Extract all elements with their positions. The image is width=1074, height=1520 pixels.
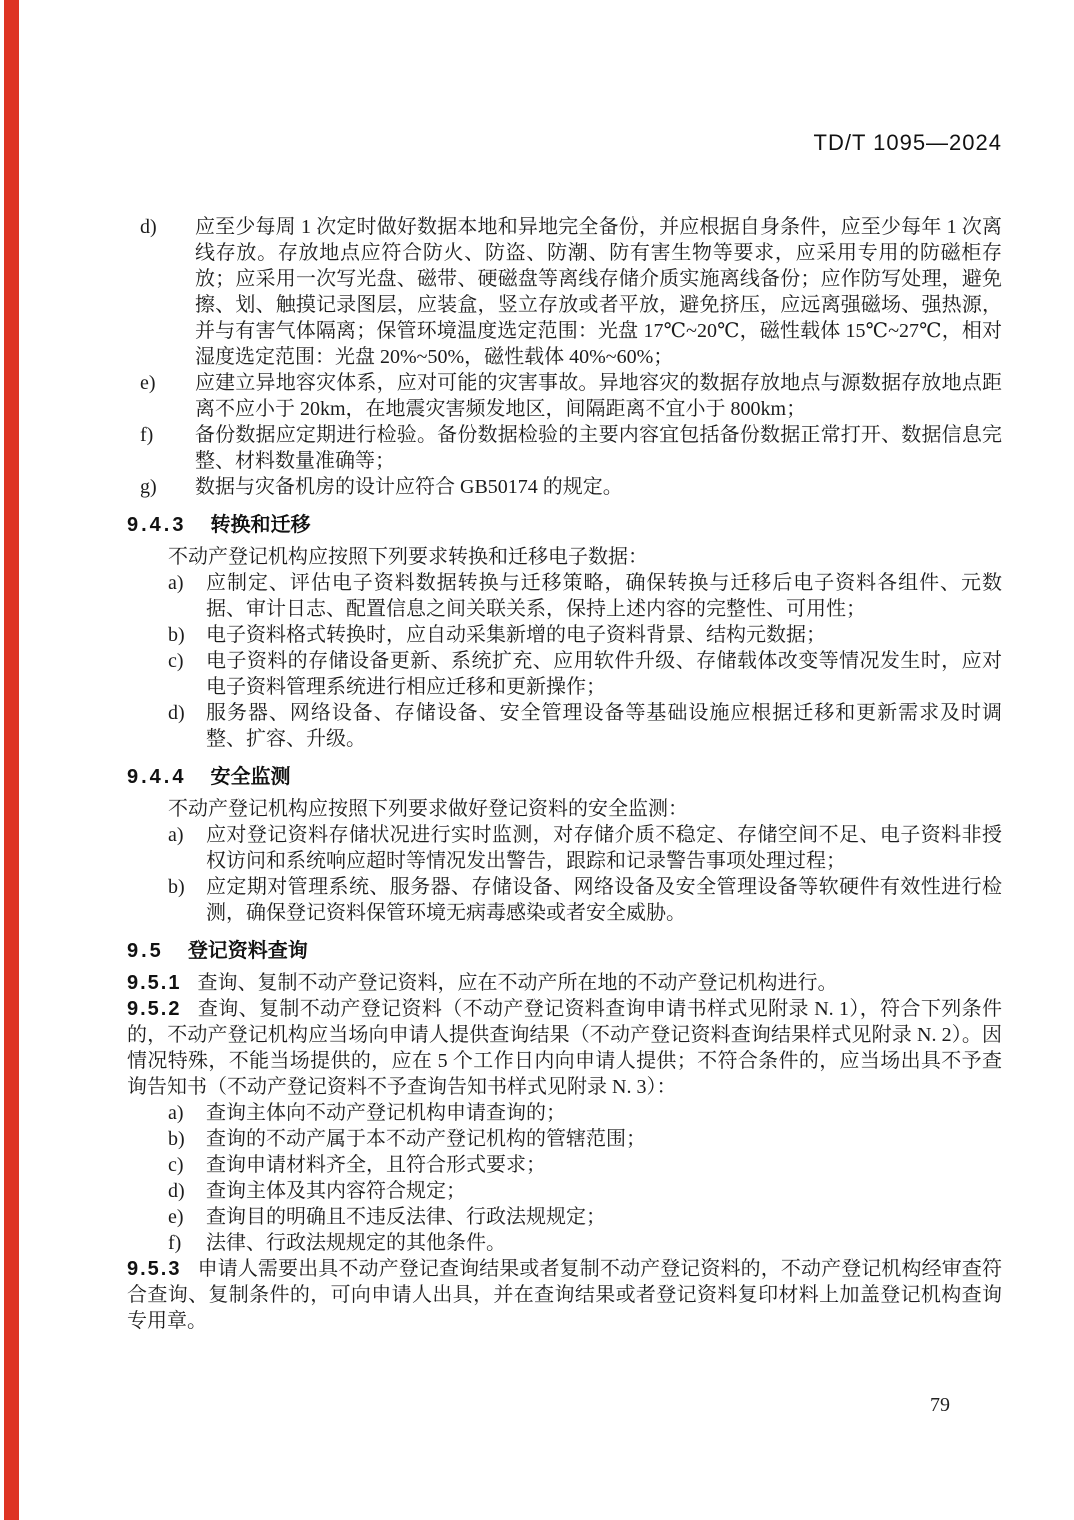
section-heading — [127, 512, 1074, 538]
list-item-text: 应制定、评估电子资料数据转换与迁移策略，确保转换与迁移后电子资料各组件、元数据、审计日志、配置信息之间关联关系，保持上述内容的完整性、可用性； — [206, 572, 1002, 620]
list-item-text: 电子资料格式转换时，应自动采集新增的电子资料背景、结构元数据； — [206, 624, 826, 646]
list-item-letter: f) — [140, 424, 154, 446]
list-item — [140, 370, 1002, 422]
list-item-letter: b) — [168, 1128, 185, 1150]
list-item-letter: d) — [168, 1180, 185, 1202]
list-item-letter: f) — [168, 1232, 182, 1254]
list-item — [168, 822, 1002, 874]
list-item — [168, 874, 1002, 926]
clause-text: 查询、复制不动产登记资料（不动产登记资料查询申请书样式见附录 N. 1），符合下列条件的，不动产登记机构应当场向申请人提供查询结果（不动产登记资料查询结果样式见附录 N. 2）。因情况特殊，不能当场提供的，应在 5 个工作日内向申请人提供；不符合条件的，应当场出具不予查询告知书（不动产登记资料不予查询告知书样式见附录 N. 3）： — [127, 998, 1002, 1098]
list-item — [168, 1100, 1002, 1126]
document-body — [0, 214, 1074, 1334]
numbered-clause — [127, 996, 1002, 1100]
clause-number: 9.5.2 — [127, 998, 182, 1020]
list-item — [168, 1204, 1002, 1230]
list-item-letter: b) — [168, 624, 185, 646]
numbered-clause — [127, 970, 1002, 996]
list-item-letter: a) — [168, 1102, 184, 1124]
list-item — [168, 1178, 1002, 1204]
section-heading — [127, 938, 1074, 964]
list-item-letter: d) — [168, 702, 185, 724]
numbered-clause — [127, 1256, 1002, 1334]
document-code-header: TD/T 1095—2024 — [813, 130, 1002, 155]
list-item — [168, 1126, 1002, 1152]
list-item-letter: a) — [168, 824, 184, 846]
list-item — [168, 622, 1002, 648]
section-heading — [127, 764, 1074, 790]
section-number: 9.5 — [127, 940, 164, 962]
section-number: 9.4.4 — [127, 766, 187, 788]
list-item-text: 应至少每周 1 次定时做好数据本地和异地完全备份，并应根据自身条件，应至少每年 1 次离线存放。存放地点应符合防火、防盗、防潮、防有害生物等要求，应采用专用的防磁柜存放；应采用一次写光盘、磁带、硬磁盘等离线存储介质实施离线备份；应作防写处理，避免擦、划、触摸记录图层，应装盒，竖立存放或者平放，避免挤压，应远离强磁场、强热源，并与有害气体隔离；保管环境温度选定范围：光盘 17℃~20℃，磁性载体 15℃~27℃，相对湿度选定范围：光盘 20%~50%，磁性载体 40%~60%； — [195, 216, 1002, 368]
list-item-text: 应定期对管理系统、服务器、存储设备、网络设备及安全管理设备等软硬件有效性进行检测，确保登记资料保管环境无病毒感染或者安全威胁。 — [206, 876, 1002, 924]
list-item-text: 法律、行政法规规定的其他条件。 — [206, 1232, 506, 1254]
list-item-text: 数据与灾备机房的设计应符合 GB50174 的规定。 — [195, 476, 623, 498]
list-item-text: 电子资料的存储设备更新、系统扩充、应用软件升级、存储载体改变等情况发生时，应对电子资料管理系统进行相应迁移和更新操作； — [206, 650, 1002, 698]
list-item-text: 应对登记资料存储状况进行实时监测，对存储介质不稳定、存储空间不足、电子资料非授权访问和系统响应超时等情况发出警告，跟踪和记录警告事项处理过程； — [206, 824, 1002, 872]
list-item — [168, 648, 1002, 700]
section-title: 登记资料查询 — [187, 940, 308, 962]
list-item-letter: e) — [140, 372, 156, 394]
intro-paragraph: 不动产登记机构应按照下列要求转换和迁移电子数据： — [168, 546, 648, 568]
list-item — [140, 474, 1002, 500]
list-item — [168, 1152, 1002, 1178]
list-item-text: 查询主体向不动产登记机构申请查询的； — [206, 1102, 566, 1124]
list-item-letter: b) — [168, 876, 185, 898]
clause-text: 申请人需要出具不动产登记查询结果或者复制不动产登记资料的，不动产登记机构经审查符合查询、复制条件的，可向申请人出具，并在查询结果或者登记资料复印材料上加盖登记机构查询专用章。 — [127, 1258, 1002, 1332]
list-item-letter: c) — [168, 1154, 184, 1176]
list-item-text: 备份数据应定期进行检验。备份数据检验的主要内容宜包括备份数据正常打开、数据信息完整、材料数量准确等； — [195, 424, 1002, 472]
list-item — [168, 1230, 1002, 1256]
list-item-letter: g) — [140, 476, 157, 498]
clause-number: 9.5.1 — [127, 972, 182, 994]
clause-number: 9.5.3 — [127, 1258, 182, 1280]
section-title: 安全监测 — [210, 766, 291, 788]
list-item-text: 应建立异地容灾体系，应对可能的灾害事故。异地容灾的数据存放地点与源数据存放地点距离不应小于 20km，在地震灾害频发地区，间隔距离不宜小于 800km； — [195, 372, 1002, 420]
section-number: 9.4.3 — [127, 514, 187, 536]
list-item-letter: e) — [168, 1206, 184, 1228]
list-item-letter: c) — [168, 650, 184, 672]
list-item-letter: a) — [168, 572, 184, 594]
list-item-letter: d) — [140, 216, 157, 238]
list-item-text: 查询主体及其内容符合规定； — [206, 1180, 466, 1202]
list-item — [140, 422, 1002, 474]
list-item-text: 查询申请材料齐全，且符合形式要求； — [206, 1154, 546, 1176]
page-number: 79 — [930, 1394, 950, 1416]
list-item — [168, 570, 1002, 622]
list-item-text: 查询的不动产属于本不动产登记机构的管辖范围； — [206, 1128, 646, 1150]
intro-paragraph: 不动产登记机构应按照下列要求做好登记资料的安全监测： — [168, 798, 688, 820]
list-item — [140, 214, 1002, 370]
clause-text: 查询、复制不动产登记资料，应在不动产所在地的不动产登记机构进行。 — [197, 972, 838, 994]
section-title: 转换和迁移 — [210, 514, 311, 536]
list-item-text: 服务器、网络设备、存储设备、安全管理设备等基础设施应根据迁移和更新需求及时调整、扩容、升级。 — [206, 702, 1002, 750]
list-item — [168, 700, 1002, 752]
list-item-text: 查询目的明确且不违反法律、行政法规规定； — [206, 1206, 606, 1228]
